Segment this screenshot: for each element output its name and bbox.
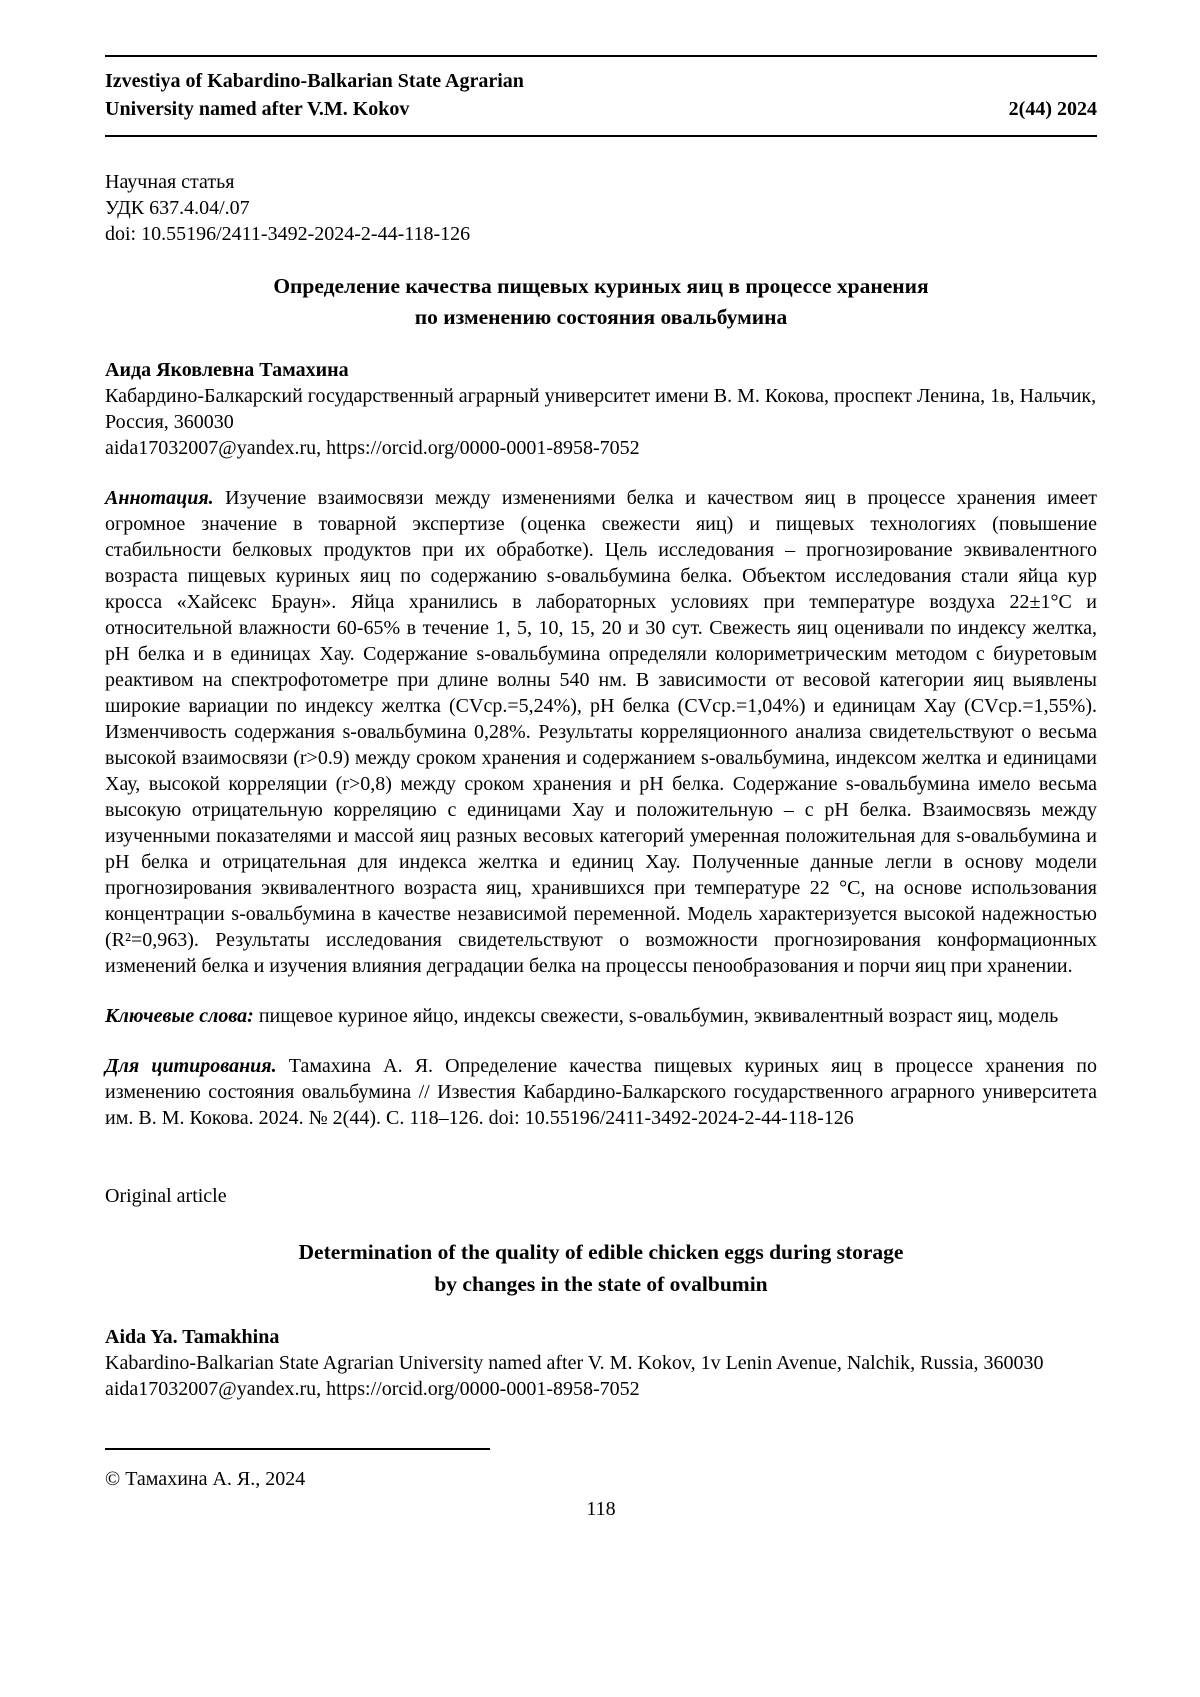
footnote-separator: [105, 1448, 490, 1450]
article-type-ru: Научная статья: [105, 171, 235, 193]
article-title-en: [105, 1237, 1097, 1299]
article-title-ru-line2: по изменению состояния овальбумина: [414, 305, 788, 330]
copyright-line: © Тамахина А. Я., 2024: [105, 1467, 306, 1490]
citation-ru: [105, 1053, 1097, 1131]
affiliation-en: Kabardino-Balkarian State Agrarian University named after V. M. Kokov, 1v Lenin Avenue, Nalchik, Russia, 360030: [105, 1351, 1044, 1374]
author-name-en: Aida Ya. Tamakhina: [105, 1325, 280, 1348]
article-title-en-line2: by changes in the state of ovalbumin: [434, 1271, 768, 1296]
abstract-ru: [105, 485, 1097, 979]
contact-line-ru: aida17032007@yandex.ru, https://orcid.org/0000-0001-8958-7052: [105, 437, 640, 460]
journal-issue: 2(44) 2024: [1008, 98, 1097, 120]
article-title-ru: [105, 271, 1097, 333]
keywords-text-ru: пищевое куриное яйцо, индексы свежести, s-овальбумин, эквивалентный возраст яиц, модель: [258, 1005, 1059, 1028]
doi-line: doi: 10.55196/2411-3492-2024-2-44-118-126: [105, 223, 471, 245]
page-number: 118: [586, 1497, 616, 1520]
author-block-ru: [105, 357, 1097, 461]
author-name-ru: Аида Яковлевна Тамахина: [105, 359, 349, 382]
abstract-label-ru: Аннотация.: [105, 487, 214, 510]
article-title-en-line1: Determination of the quality of edible chicken eggs during storage: [298, 1240, 904, 1265]
journal-name: [105, 67, 524, 123]
citation-text-ru: Тамахина А. Я. Определение качества пищевых куриных яиц в процессе хранения по изменению состояния овальбумина // Известия Кабардино-Балкарского государственного аграрного университета им. В. М. Кокова. 2024. № 2(44). С. 118–126. doi: 10.55196/2411-3492-2024-2-44-118-126: [105, 1055, 1098, 1130]
contact-line-en: aida17032007@yandex.ru, https://orcid.org/0000-0001-8958-7052: [105, 1377, 640, 1400]
article-title-ru-line1: Определение качества пищевых куриных яиц в процессе хранения: [273, 274, 929, 298]
udk-number: УДК 637.4.04/.07: [105, 197, 250, 219]
article-meta: [105, 169, 1097, 247]
article-type-en: Original article: [105, 1185, 227, 1208]
keywords-label-ru: Ключевые слова:: [105, 1005, 254, 1028]
affiliation-ru: Кабардино-Балкарский государственный аграрный университет имени В. М. Кокова, проспект Ленина, 1в, Нальчик, Россия, 360030: [105, 385, 1097, 434]
journal-header: [105, 55, 1097, 137]
journal-name-line1: Izvestiya of Kabardino-Balkarian State Agrarian: [105, 70, 524, 92]
author-block-en: [105, 1324, 1097, 1402]
keywords-ru: [105, 1003, 1097, 1029]
citation-label-ru: Для цитирования.: [105, 1055, 277, 1078]
journal-name-line2: University named after V.M. Kokov: [105, 98, 410, 120]
abstract-text-ru: Изучение взаимосвязи между изменениями белка и качеством яиц в процессе хранения имеет огромное значение в товарной экспертизе (оценка свежести яиц) и пищевых технологиях (повышение стабильности белковых продуктов при их обработке). Цель исследования – прогнозирование эквивалентного возраста пищевых куриных яиц по содержанию s-овальбумина белка. Объектом исследования стали яйца кур кросса «Хайсекс Браун». Яйца хранились в лабораторных условиях при температуре воздуха 22±1°С и относительной влажности 60-65% в течение 1, 5, 10, 15, 20 и 30 сут. Свежесть яиц оценивали по индексу желтка, pH белка и в единицах Хау. Содержание s-овальбумина определяли колориметрическим методом с биуретовым реактивом на спектрофотометре при длине волны 540 нм. В зависимости от весовой категории яиц выявлены широкие вариации по индексу желтка (CVср.=5,24%), pH белка (CVср.=1,04%) и единицам Хау (CVср.=1,55%). Изменчивость содержания s-овальбумина 0,28%. Результаты корреляционного анализа свидетельствуют о весьма высокой взаимосвязи (r>0.9) между сроком хранения и содержанием s-овальбумина, индексом желтка и единицами Хау, высокой корреляции (r>0,8) между сроком хранения и pH белка. Содержание s-овальбумина имело весьма высокую отрицательную корреляцию с единицами Хау и положительную – с pH белка. Взаимосвязь между изученными показателями и массой яиц разных весовых категорий умеренная положительная для s-овальбумина и pH белка и отрицательная для индекса желтка и единиц Хау. Полученные данные легли в основу модели прогнозирования эквивалентного возраста яиц, хранившихся при температуре 22 °С, на основе использования концентрации s-овальбумина в качестве независимой переменной. Модель характеризуется высокой надежностью (R²=0,963). Результаты исследования свидетельствуют о возможности прогнозирования конформационных изменений белка и изучения влияния деградации белка на процессы пенообразования и порчи яиц при хранении.: [105, 487, 1098, 978]
